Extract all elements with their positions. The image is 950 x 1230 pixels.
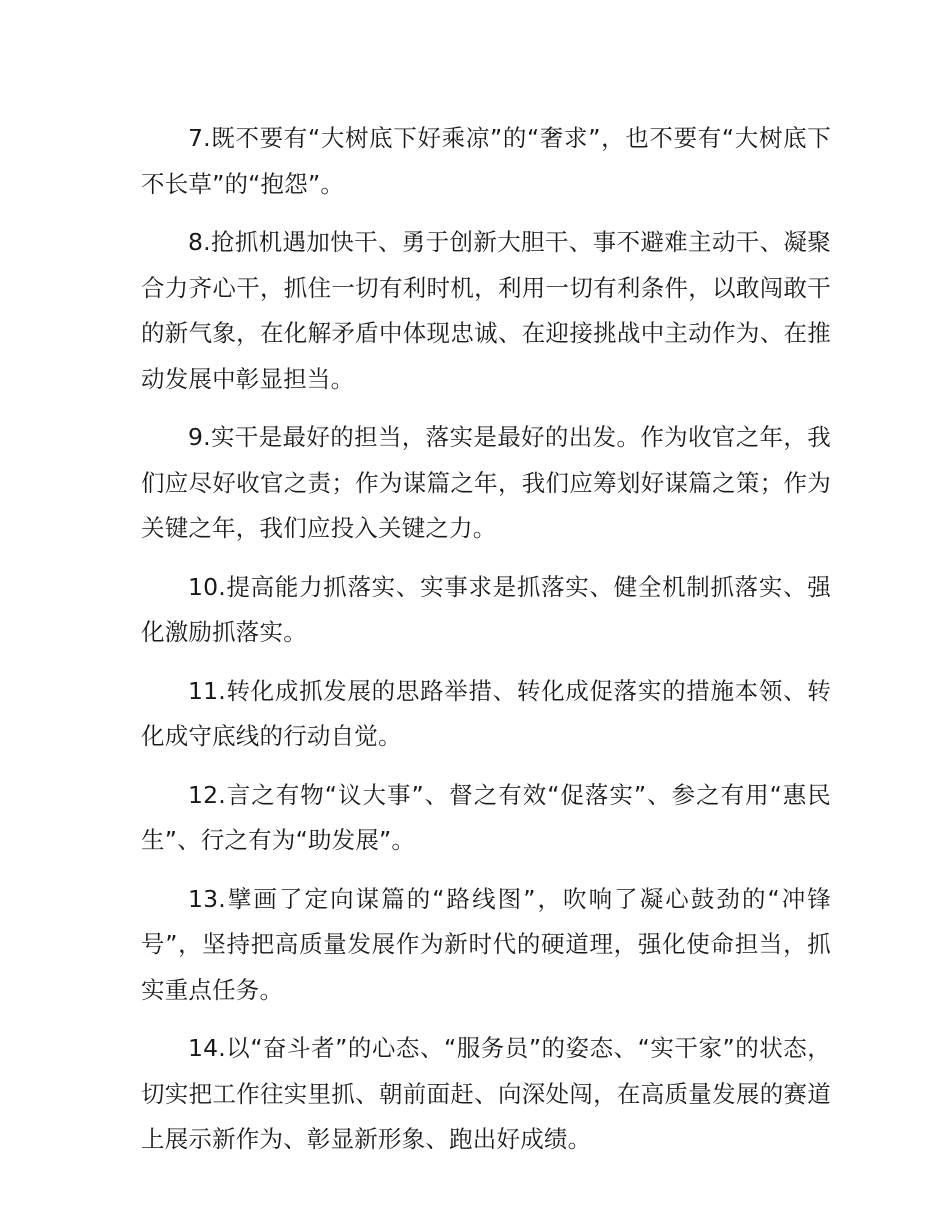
paragraph-11: 11.转化成抓发展的思路举措、转化成促落实的措施本领、转化成守底线的行动自觉。 bbox=[141, 676, 831, 750]
paragraph-12: 12.言之有物“议大事”、督之有效“促落实”、参之有用“惠民生”、行之有为“助发展”。 bbox=[141, 780, 831, 854]
paragraph-8: 8.抢抓机遇加快干、勇于创新大胆干、事不避难主动干、凝聚合力齐心干，抓住一切有利时机，利用一切有利条件，以敢闯敢干的新气象，在化解矛盾中体现忠诚、在迎接挑战中主动作为、在推动发展中彰显担当。 bbox=[141, 228, 831, 393]
paragraph-7: 7.既不要有“大树底下好乘凉”的“奢求”，也不要有“大树底下不长草”的“抱怨”。 bbox=[141, 124, 831, 198]
document-body bbox=[141, 116, 831, 1176]
paragraph-10: 10.提高能力抓落实、实事求是抓落实、健全机制抓落实、强化激励抓落实。 bbox=[141, 572, 831, 646]
paragraph-9: 9.实干是最好的担当，落实是最好的出发。作为收官之年，我们应尽好收官之责；作为谋篇之年，我们应筹划好谋篇之策；作为关键之年，我们应投入关键之力。 bbox=[141, 423, 831, 542]
paragraph-13: 13.擘画了定向谋篇的“路线图”，吹响了凝心鼓劲的“冲锋号”，坚持把高质量发展作为新时代的硬道理，强化使命担当，抓实重点任务。 bbox=[141, 884, 831, 1004]
paragraph-14: 14.以“奋斗者”的心态、“服务员”的姿态、“实干家”的状态，切实把工作往实里抓、朝前面赶、向深处闯，在高质量发展的赛道上展示新作为、彰显新形象、跑出好成绩。 bbox=[141, 1034, 831, 1153]
